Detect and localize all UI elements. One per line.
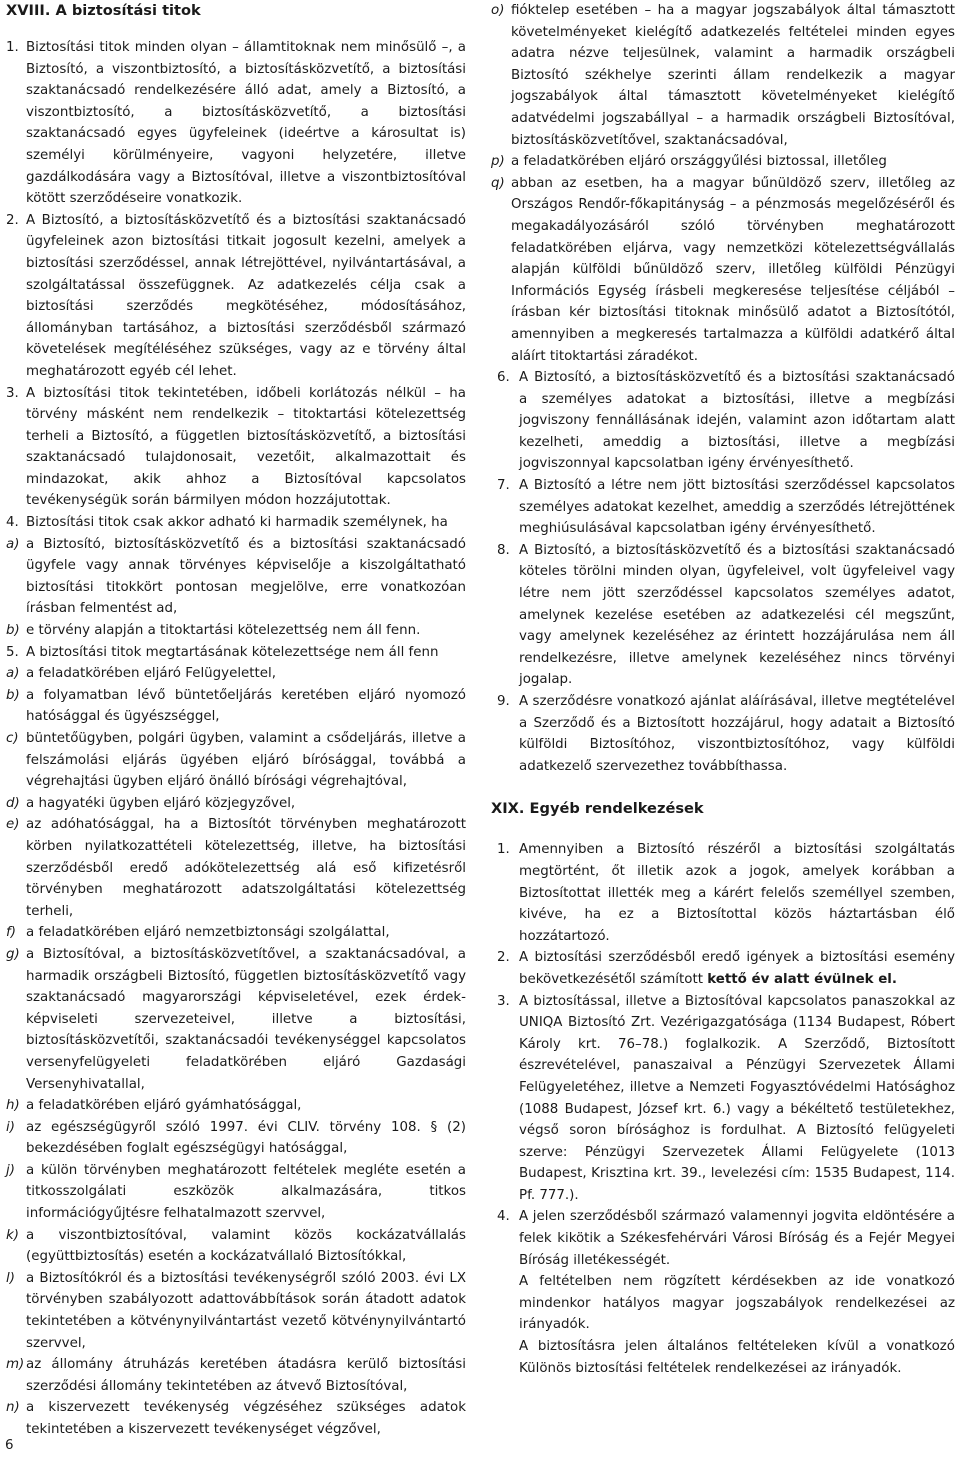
paragraph: A biztosításra jelen általános feltételeken kívül a vonatkozó Különös biztosítási feltételek rendelkezései az irányadók. xyxy=(519,1339,955,1376)
list-item: 6. A Biztosító, a biztosításközvetítő és a biztosítási szaktanácsadó a személyes adatokat a biztosítási, illetve a megbízási jogviszony fennállásának idején, valamint azon időtartam alatt kezelheti, ameddig a biztosítási, illetve a megbízási jogviszonnyal kapcsolatban igény érvényesíthető. xyxy=(497,370,955,472)
sub-item: l) a Biztosítókról és a biztosítási tevékenységről szóló 2003. évi LX törvényben szabályozott adattovábbítások során átadott adatok tekintetében a kötvénynyilvántartást vezető kötvénynyilvántartó szervvel, xyxy=(6,1270,466,1351)
sub-item: e) az adóhatósággal, ha a Biztosítót törvényben meghatározott körben nyilatkozattételi kötelezettség, illetve, ha biztosítási szerződésből eredő adókötelezettség alá eső kifizetésről törvényben meghatározott adatszolgáltatási kötelezettség terheli, xyxy=(6,817,466,919)
sub-item: g) a Biztosítóval, a biztosításközvetítővel, a szaktanácsadóval, a harmadik országbeli Biztosító, független biztosításközvetítő vagy szaktanácsadó magyarországi képviseletével, ezek érdek-képviseleti szervezeteivel, illetve a biztosítási, biztosításközvetítői, szaktanácsadói tevékenységgel kapcsolatos versenyfelügyeleti feladatkörében eljáró Gazdasági Versenyhivatallal, xyxy=(6,946,466,1092)
section-title-19: XIX. Egyéb rendelkezések xyxy=(491,800,704,818)
sub-item: b) a folyamatban lévő büntetőeljárás keretében eljáró nyomozó hatósággal és ügyészséggel, xyxy=(6,687,466,725)
list-item: 2. A Biztosító, a biztosításközvetítő és a biztosítási szaktanácsadó ügyfeleinek azon biztosítási titkait jogosult kezelni, amelyek a biztosítási szerződéssel, annak létrejöttével, nyilvántartásával, a szolgáltatással összefüggnek. Az adatkezelés célja csak a biztosítási szerződés megkötéséhez, módosításához, állományban tartásához, a biztosítási szerződésből származó követelések megítéléséhez szükséges, vagy az e törvény által meghatározott egyéb cél lehet. xyxy=(6,212,466,379)
list-item: 5. A biztosítási titok megtartásának kötelezettsége nem áll fenn xyxy=(6,644,439,660)
list-item: 4. A jelen szerződésből származó valamennyi jogvita eldöntésére a felek kikötik a Székesfehérvári Városi Bíróság és a Fejér Megyei Bíróság illetékességét. xyxy=(497,1209,955,1268)
section-18-body xyxy=(6,37,466,1441)
paragraph: A feltételben nem rögzített kérdésekben az ide vonatkozó mindenkor hatályos magyar jogszabályok rendelkezései az irányadók. xyxy=(519,1274,955,1333)
sub-item: i) az egészségügyről szóló 1997. évi CLIV. törvény 108. § (2) bekezdésében foglalt egészségügyi hatósággal, xyxy=(6,1119,466,1157)
list-item: 1. Amennyiben a Biztosító részéről a biztosítási szolgáltatás megtörtént, őt illetik azok a jogok, amelyek korábban a Biztosítottat illették meg a kárért felelős személlyel szemben, kivéve, ha ez a Biztosítottal közös háztartásban élő hozzátartozó. xyxy=(497,842,955,944)
list-item: 8. A Biztosító, a biztosításközvetítő és a biztosítási szaktanácsadó köteles törölni minden olyan, ügyfeleivel, volt ügyfeleivel vagy létre nem jött szerződéssel kapcsolatos személyes adatot, amelynek kezelése esetében az adatkezelési cél megszűnt, vagy amelynek kezeléséhez az érintett hozzájárulása nem áll rendelkezésre, illetve amelynek kezeléséhez nincs törvényi jogalap. xyxy=(497,542,955,688)
sub-item: a) a feladatkörében eljáró Felügyelettel, xyxy=(6,666,276,682)
section-19-body xyxy=(491,839,955,1379)
page-number: 6 xyxy=(5,1438,14,1453)
limitation-period: kettő év alatt évülnek el. xyxy=(707,971,897,987)
sub-item: c) büntetőügyben, polgári ügyben, valamint a csődeljárás, illetve a felszámolási eljárás ügyében eljáró bírósággal, továbbá a végrehajtási ügyben eljáró önálló bírósági végrehajtóval, xyxy=(6,731,466,790)
right-column xyxy=(487,0,957,1379)
list-item: 3. A biztosítási titok tekintetében, időbeli korlátozás nélkül – ha törvény másként nem rendelkezik – titoktartási kötelezettség terheli a Biztosító, a független biztosításközvetítő, a biztosítási szaktanácsadó tulajdonosait, vezetőit, alkalmazottait és mindazokat, akik ahhoz a Biztosítóval kapcsolatos tevékenységük során bármilyen módon hozzájutottak. xyxy=(6,385,466,509)
list-item: 1. Biztosítási titok minden olyan – államtitoknak nem minősülő –, a Biztosító, a viszontbiztosító, a biztosításközvetítő, a biztosítási szaktanácsadó rendelkezésére álló adat, amely a Biztosító, a viszontbiztosító, a biztosításközvetítő, a biztosítási szaktanácsadó egyes ügyfeleinek (ideértve a károsultat is) személyi körülményeire, vagyoni helyzetére, illetve gazdálkodására vagy a Biztosítóval, illetve a viszontbiztosítóval kötött szerződéseire vonatkozik. xyxy=(6,40,466,207)
list-item: 4. Biztosítási titok csak akkor adható ki harmadik személynek, ha xyxy=(6,515,448,531)
list-item: 3. A biztosítással, illetve a Biztosítóval kapcsolatos panaszokkal az UNIQA Biztosító Zrt. Vezérigazgatósága (1134 Budapest, Róbert Károly krt. 76–78.) foglalkozik. A Szerződő, Biztosított észrevételével, panaszaival a Pénzügyi Szervezetek Állami Felügyeletéhez, illetve a Nemzeti Fogyasztóvédelmi Hatósághoz (1088 Budapest, József krt. 6.) vagy a békéltető testületekhez, végső soron bírósághoz is fordulhat. A Biztosító felügyeleti szerve: Pénzügyi Szervezetek Állami Felügyelete (1013 Budapest, Krisztina krt. 39., levelezési cím: 1535 Budapest, 114. Pf. 777.). xyxy=(497,993,955,1203)
list-item: 7. A Biztosító a létre nem jött biztosítási szerződéssel kapcsolatos személyes adatokat kezelhet, ameddig a szerződés létrejöttének meghiúsulásával kapcsolatban igény érvényesíthető. xyxy=(497,478,955,537)
sub-item: d) a hagyatéki ügyben eljáró közjegyzővel, xyxy=(6,795,296,811)
sub-item: h) a feladatkörében eljáró gyámhatósággal, xyxy=(6,1098,302,1114)
sub-item: n) a kiszervezett tevékenység végzéséhez szükséges adatok tekintetében a kiszervezett tevékenységet végzővel, xyxy=(6,1400,466,1437)
sub-item: f) a feladatkörében eljáró nemzetbiztonsági szolgálattal, xyxy=(6,925,390,941)
sub-item: o) fióktelep esetében – ha a magyar jogszabályok által támasztott követelményeket kielégítő adatkezelés feltételei minden egyes adatra nézve teljesülnek, valamint a harmadik országbeli Biztosító székhelye szerinti állam rendelkezik a magyar jogszabályok által támasztott követelményeket kielégítő adatvédelmi jogszabállyal – a harmadik országbeli Biztosítóval, biztosításközvetítővel, szaktanácsadóval, xyxy=(491,3,955,148)
section-title-18: XVIII. A biztosítási titok xyxy=(6,2,201,19)
sub-item: k) a viszontbiztosítóval, valamint közös kockázatvállalás (együttbiztosítás) esetén a kockázatvállaló Biztosítókkal, xyxy=(6,1227,466,1265)
sub-item: m) az állomány átruházás keretében átadásra kerülő biztosítási szerződési állomány tekintetében az átvevő Biztosítóval, xyxy=(6,1357,466,1394)
sub-item: j) a külön törvényben meghatározott feltételek megléte esetén a titkosszolgálati eszközök alkalmazására, titkos információgyűjtésre felhatalmazott szervvel, xyxy=(6,1162,466,1222)
sub-item: p) a feladatkörében eljáró országgyűlési biztossal, illetőleg xyxy=(491,154,887,170)
list-item: 2. A biztosítási szerződésből eredő igények a biztosítási esemény bekövetkezésétől számított kettő év alatt évülnek el. xyxy=(497,950,955,987)
sub-item: q) abban az esetben, ha a magyar bűnüldöző szerv, illetőleg az Országos Rendőr-főkapitányság – a pénzmosás megelőzéséről és megakadályozásáról szóló törvényben meghatározott feladatkörében eljárva, vagy nemzetközi kötelezettségvállalás alapján külföldi bűnüldöző szerv, illetőleg külföldi Pénzügyi Információs Egység írásbeli megkeresése teljesítése céljából – írásban kér biztosítási titoknak minősülő adatot a Biztosítótól, amennyiben a megkeresés tartalmazza a külföldi adatkérő által aláírt titoktartási záradékot. xyxy=(491,175,955,364)
section-18-continued xyxy=(491,0,955,777)
sub-item: b) e törvény alapján a titoktartási kötelezettség nem áll fenn. xyxy=(6,623,421,639)
left-column xyxy=(0,0,470,1441)
sub-item: a) a Biztosító, biztosításközvetítő és a biztosítási szaktanácsadó ügyfele vagy annak törvényes képviselője a kiszolgáltatható biztosítási titokkört pontosan megjelölve, erre vonatkozóan írásban felmentést ad, xyxy=(6,536,466,617)
list-item: 9. A szerződésre vonatkozó ajánlat aláírásával, illetve megtételével a Szerződő és a Biztosított hozzájárul, hogy adatait a Biztosító külföldi Biztosítóhoz, viszontbiztosítóhoz, vagy külföldi adatkezelő szervezethez továbbíthassa. xyxy=(497,694,955,774)
